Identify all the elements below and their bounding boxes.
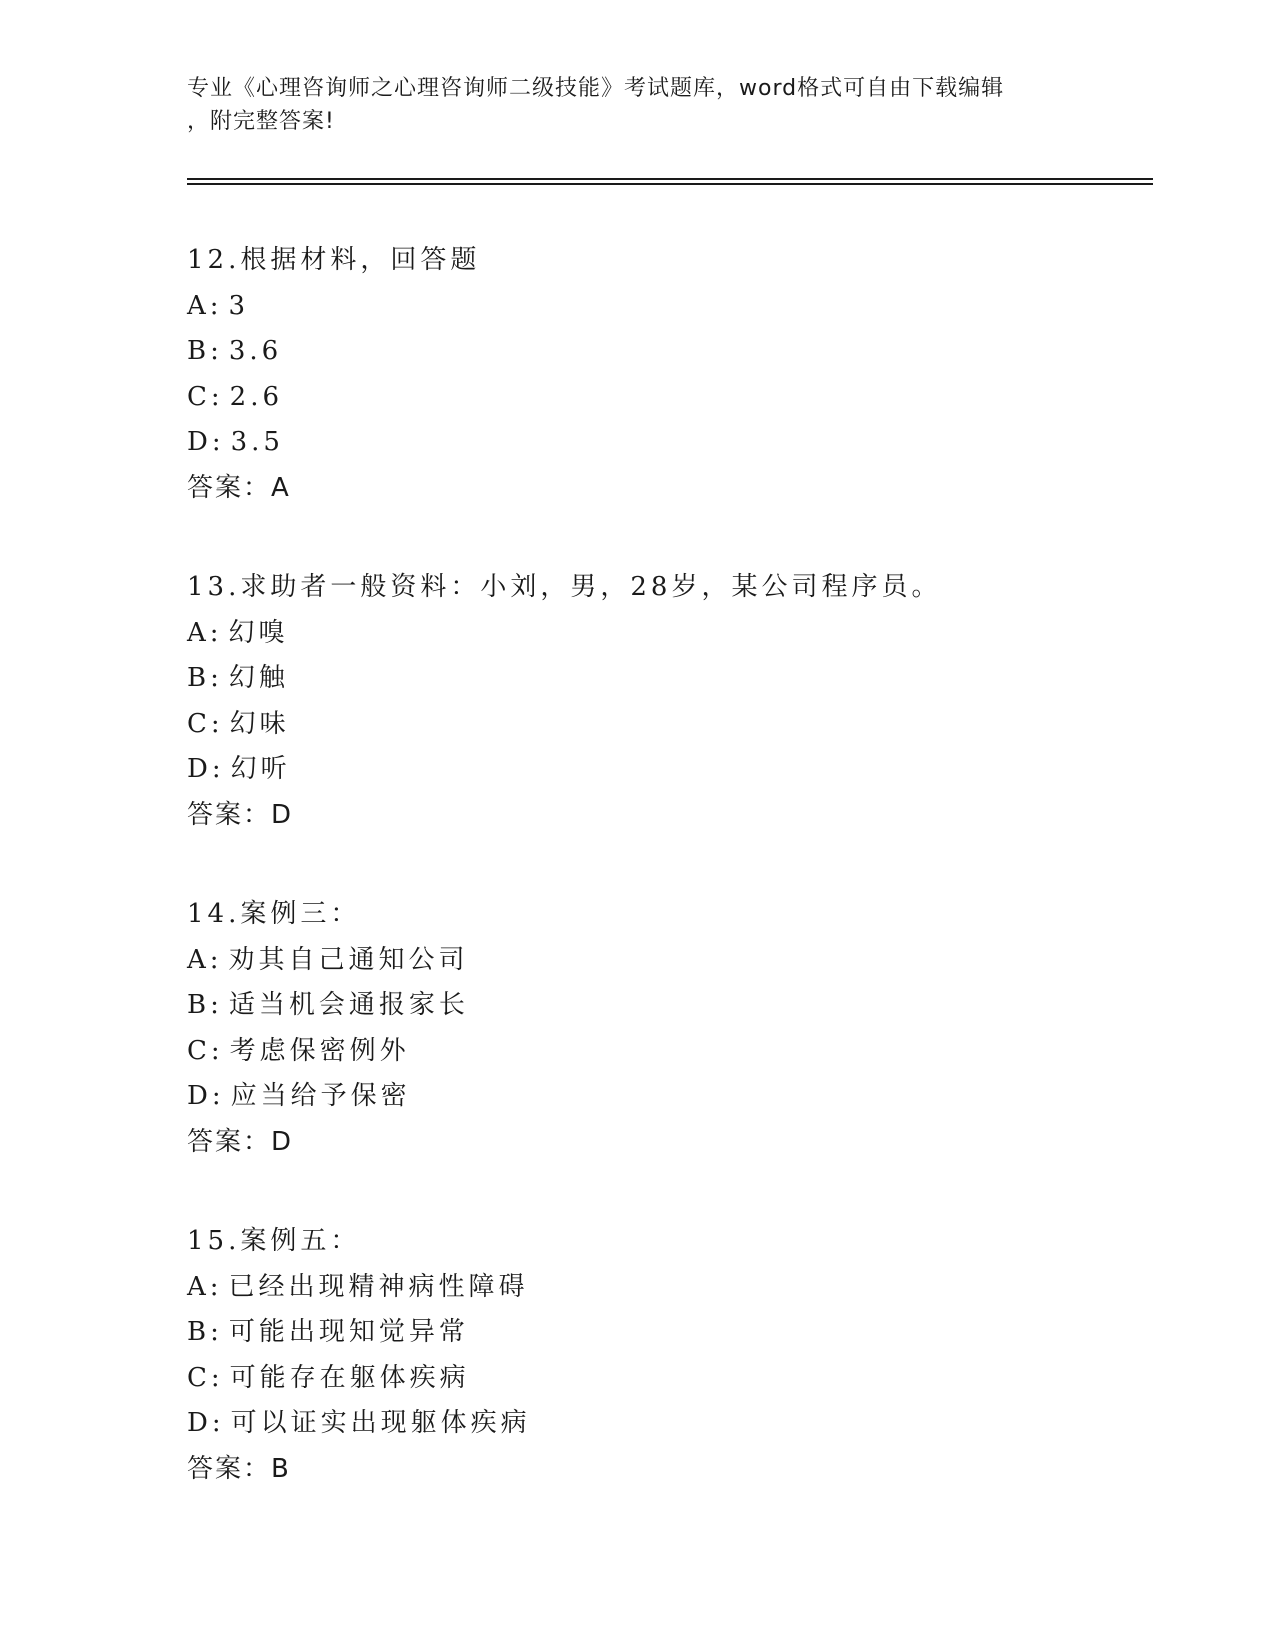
question-stem [187,1219,1087,1265]
answer [187,466,1087,512]
option-text: 劝其自己通知公司 [228,944,469,975]
option-text: 幻听 [230,754,291,784]
question-15 [187,1219,1087,1492]
option-label: D: [187,427,225,457]
option-text: 2.6 [229,381,284,412]
option-b [187,656,1087,702]
header-line-1: 专业《心理咨询师之心理咨询师二级技能》考试题库，word格式可自由下载编辑 [187,76,1005,101]
question-text: 求助者一般资料：小刘，男，28岁，某公司程序员。 [240,572,942,602]
question-stem [187,565,1087,611]
question-stem [187,238,1087,284]
option-label: C: [187,1362,224,1393]
option-a [187,611,1087,657]
option-label: B: [187,1317,223,1347]
option-label: A: [187,1271,223,1302]
option-label: D: [187,1081,225,1111]
header-divider-bottom [187,183,1153,185]
answer-value: D [271,1126,294,1157]
option-text: 应当给予保密 [230,1081,411,1111]
question-list [187,238,1087,1546]
option-label: B: [187,336,223,366]
option-c [187,702,1087,748]
option-d [187,420,1087,466]
answer-label: 答案： [187,472,272,503]
option-a [187,938,1087,984]
question-text: 案例三： [240,899,361,929]
option-text: 适当机会通报家长 [228,990,469,1020]
option-b [187,983,1087,1029]
option-text: 考虑保密例外 [229,1035,410,1066]
header-divider-top [187,178,1153,180]
question-13 [187,565,1087,838]
option-d [187,1074,1087,1120]
option-text: 可能出现知觉异常 [228,1317,469,1347]
option-a [187,284,1087,330]
answer-label: 答案： [187,1453,272,1484]
answer [187,1120,1087,1166]
question-text: 案例五： [240,1226,361,1256]
question-number: 14. [187,899,241,929]
question-text: 根据材料，回答题 [240,245,481,275]
option-c [187,1356,1087,1402]
option-text: 幻嗅 [228,617,289,648]
option-b [187,1310,1087,1356]
question-stem [187,892,1087,938]
answer-value: D [271,799,294,830]
option-label: B: [187,663,223,693]
question-number: 15. [187,1226,241,1256]
answer-label: 答案： [187,1126,272,1157]
option-c [187,375,1087,421]
option-label: C: [187,708,224,739]
question-14 [187,892,1087,1165]
question-number: 13. [187,572,241,602]
option-a [187,1265,1087,1311]
option-label: A: [187,944,223,975]
option-text: 可能存在躯体疾病 [229,1362,470,1393]
option-text: 3.6 [228,336,283,366]
option-d [187,747,1087,793]
header-line-2: ，附完整答案! [187,109,335,134]
option-label: D: [187,1408,225,1438]
document-header [187,72,1087,138]
option-label: D: [187,754,225,784]
option-text: 3.5 [230,427,284,457]
answer [187,793,1087,839]
answer [187,1447,1087,1493]
question-number: 12. [187,245,241,275]
answer-label: 答案： [187,799,272,830]
option-label: A: [187,617,223,648]
option-label: B: [187,990,223,1020]
option-c [187,1029,1087,1075]
option-text: 幻触 [228,663,289,693]
answer-value: A [271,472,291,503]
answer-value: B [271,1453,291,1484]
option-label: C: [187,1035,224,1066]
option-text: 幻味 [229,708,290,739]
option-text: 3 [228,290,250,321]
option-label: A: [187,290,223,321]
question-12 [187,238,1087,511]
option-d [187,1401,1087,1447]
option-label: C: [187,381,224,412]
option-b [187,329,1087,375]
option-text: 可以证实出现躯体疾病 [230,1408,531,1438]
option-text: 已经出现精神病性障碍 [228,1271,529,1302]
